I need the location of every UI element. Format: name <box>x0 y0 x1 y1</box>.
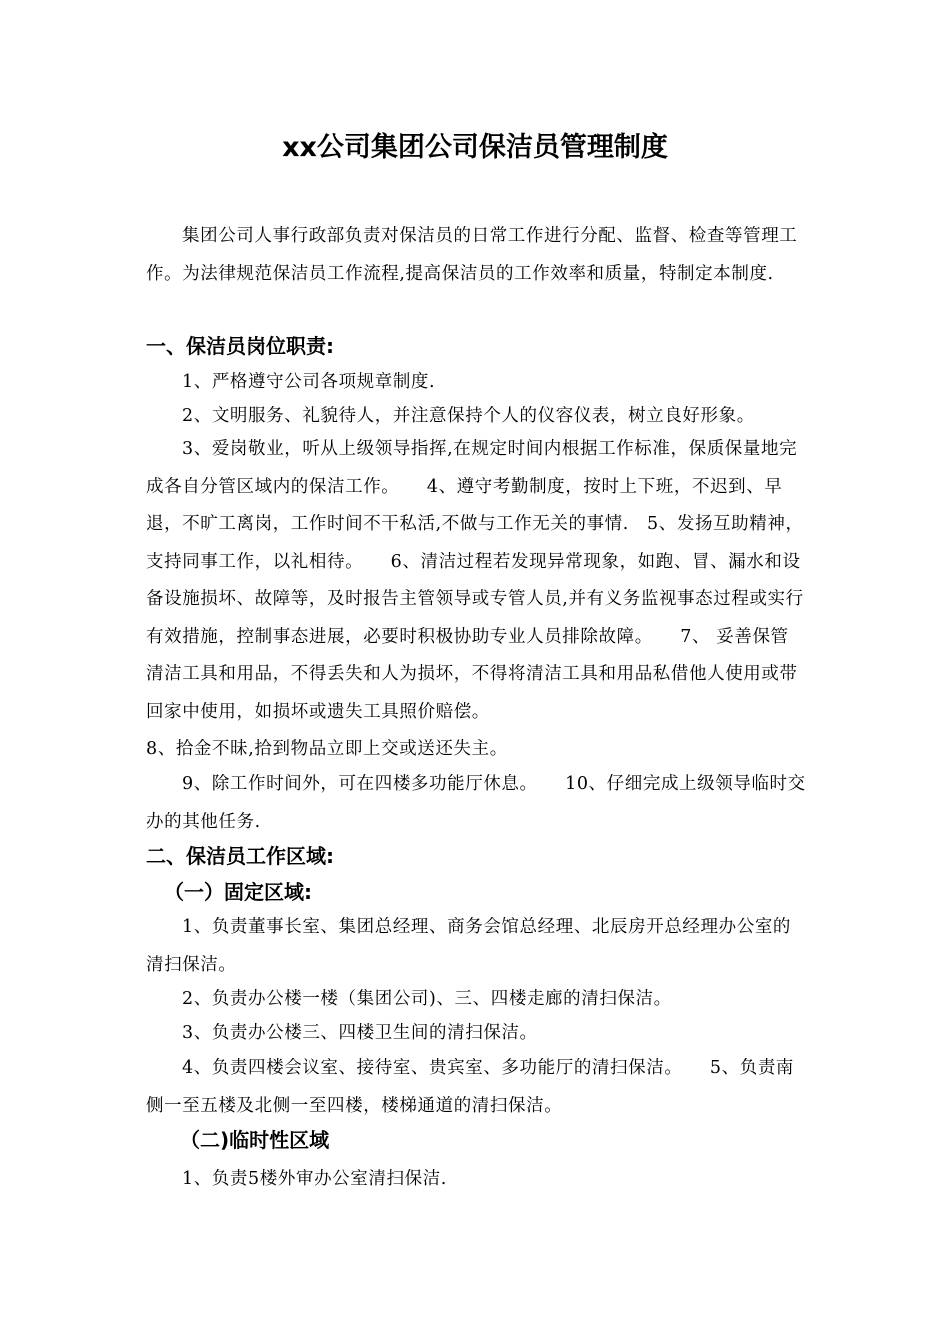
intro-paragraph: 集团公司人事行政部负责对保洁员的日常工作进行分配、监督、检查等管理工作。为法律规范保洁员工作流程,提高保洁员的工作效率和质量，特制定本制度. <box>146 226 798 284</box>
section-2-sub-2-item-1: 1、负责5楼外审办公室清扫保洁. <box>182 1169 447 1189</box>
section-2-sub-1-item-2: 2、负责办公楼一楼（集团公司)、三、四楼走廊的清扫保洁。 <box>182 989 672 1009</box>
section-1-items-3-7: 3、爱岗敬业，听从上级领导指挥,在规定时间内根据工作标准，保质保量地完成各自分管区域内的保洁工作。 4、遵守考勤制度，按时上下班，不迟到、早退，不旷工离岗，工作时间不干私活,不做与工作无关的事情. 5、发扬互助精神，支持同事工作，以礼相待。 6、清洁过程若发现异常现象，如跑、冒、漏水和设备设施损坏、故障等，及时报告主管领导或专管人员,并有义务监视事态过程或实行有效措施，控制事态进展，必要时积极协助专业人员排除故障。 7、 妥善保管清洁工具和用品，不得丢失和人为损坏，不得将清洁工具和用品私借他人使用或带回家中使用，如损坏或遗失工具照价赔偿。 <box>146 439 804 722</box>
section-2-sub-1-items-4-5: 4、负责四楼会议室、接待室、贵宾室、多功能厅的清扫保洁。 5、负责南侧一至五楼及北侧一至四楼，楼梯通道的清扫保洁。 <box>146 1058 795 1116</box>
section-1-heading: 一、保洁员岗位职责: <box>146 334 334 358</box>
section-2-sub-1-item-1: 1、负责董事长室、集团总经理、商务会馆总经理、北辰房开总经理办公室的清扫保洁。 <box>146 917 792 975</box>
document-title: xx公司集团公司保洁员管理制度 <box>282 132 668 163</box>
section-1-item-8: 8、拾金不昧,拾到物品立即上交或送还失主。 <box>146 739 508 759</box>
section-2-heading: 二、保洁员工作区域: <box>146 844 334 868</box>
section-2-sub-2-heading: （二)临时性区域 <box>180 1128 330 1152</box>
section-1-items-9-10: 9、除工作时间外，可在四楼多功能厅休息。 10、仔细完成上级领导临时交办的其他任务. <box>146 774 806 832</box>
section-2-sub-1-item-3: 3、负责办公楼三、四楼卫生间的清扫保洁。 <box>182 1023 538 1043</box>
section-2-sub-1-heading: （一）固定区域: <box>164 880 312 904</box>
section-1-item-2: 2、文明服务、礼貌待人，并注意保持个人的仪容仪表，树立良好形象。 <box>182 406 755 426</box>
section-1-item-1: 1、严格遵守公司各项规章制度. <box>182 372 436 392</box>
